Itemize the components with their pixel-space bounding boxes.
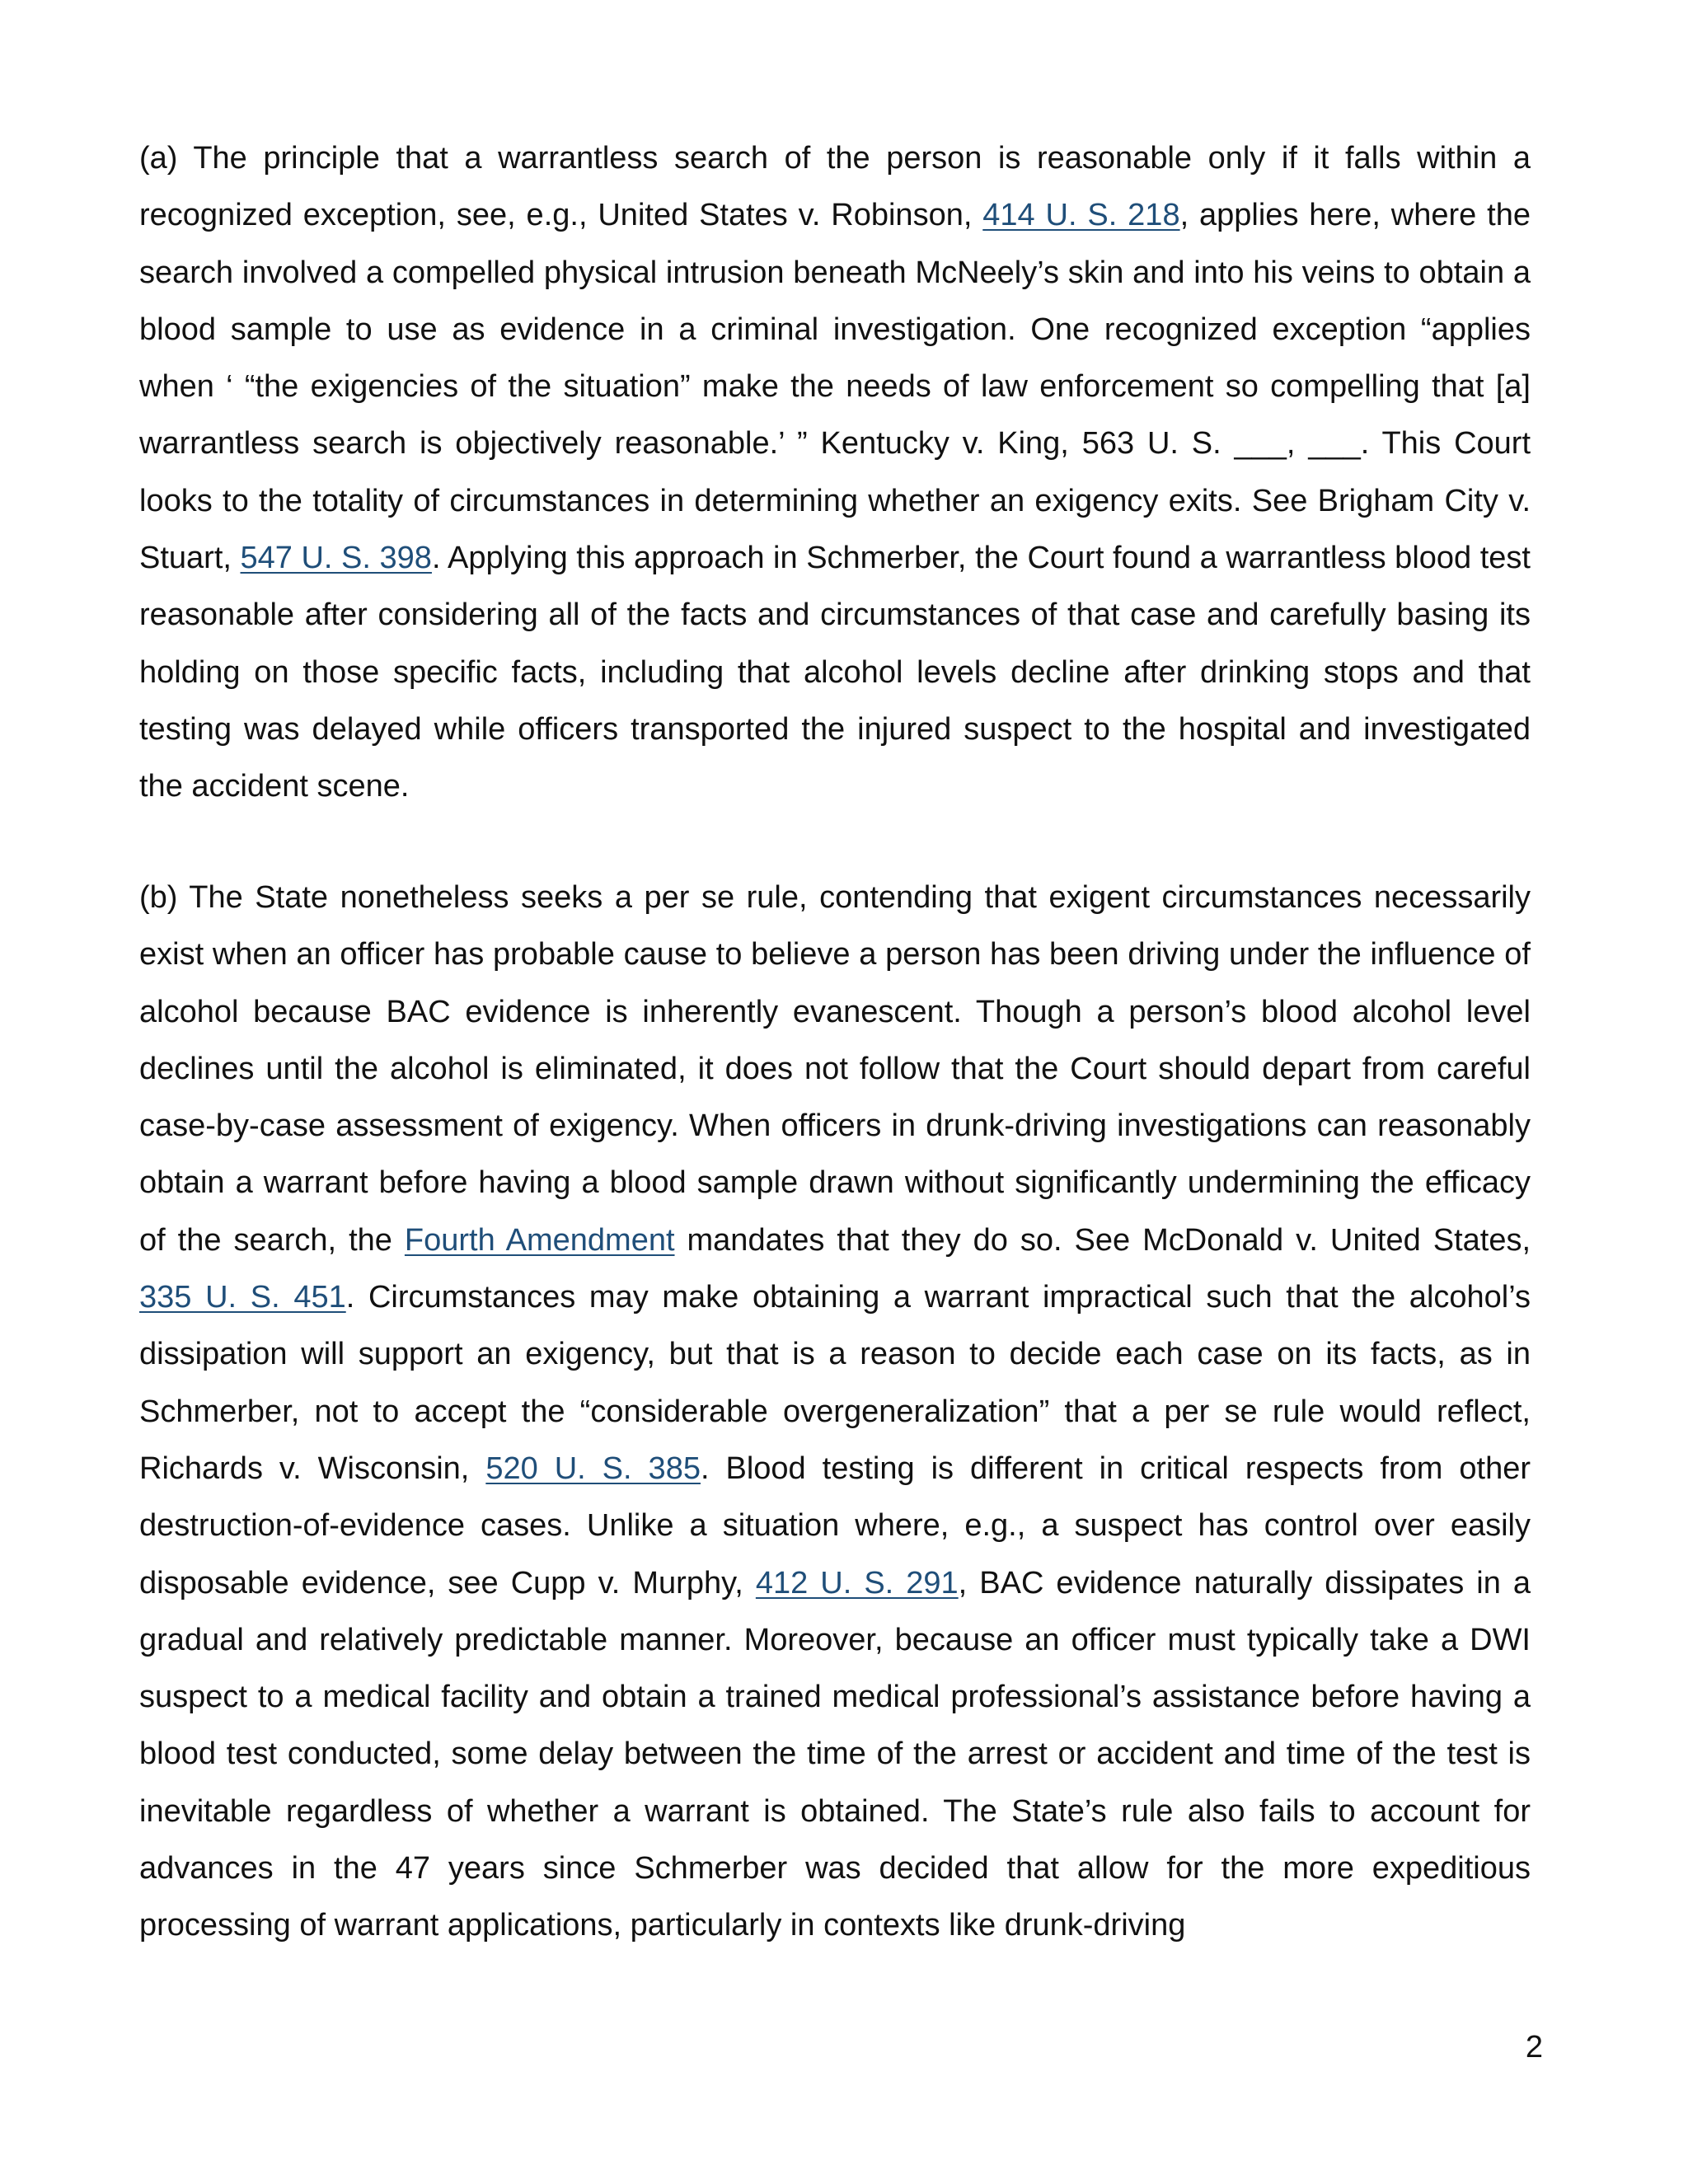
paragraph-b-text-4: . Blood testing is different in critical respects from other destruction-of-evidence cases. Unlike a situation where, e.g., a suspect has control over easily disposable evidence, see Cupp v. Murphy,	[139, 1451, 1531, 1601]
citation-link-547-us-398[interactable]: 547 U. S. 398	[240, 541, 432, 576]
citation-link-414-us-218[interactable]: 414 U. S. 218	[982, 198, 1180, 233]
paragraph-a	[139, 130, 1531, 816]
citation-link-335-us-451[interactable]: 335 U. S. 451	[139, 1280, 346, 1315]
citation-link-520-us-385[interactable]: 520 U. S. 385	[485, 1451, 701, 1486]
citation-link-412-us-291[interactable]: 412 U. S. 291	[755, 1565, 959, 1601]
paragraph-a-text-3: . Applying this approach in Schmerber, the Court found a warrantless blood test reasonable after considering all of the facts and circumstances of that case and carefully basing its holding on those specific facts, including that alcohol levels decline after drinking stops and that testing was delayed while officers transported the injured suspect to the hospital and investigated the accident scene.	[139, 541, 1531, 804]
page-number: 2	[1525, 2030, 1543, 2064]
paragraph-b-text-5: , BAC evidence naturally dissipates in a gradual and relatively predictable manner. Moreover, because an officer must typically take a DWI suspect to a medical facility and obtain a trained medical professional’s assistance before having a blood test conducted, some delay between the time of the arrest or accident and time of the test is inevitable regardless of whether a warrant is obtained. The State’s rule also fails to account for advances in the 47 years since Schmerber was decided that allow for the more expeditious processing of warrant applications, particularly in contexts like drunk-driving	[139, 1565, 1531, 1943]
paragraph-a-text-2: , applies here, where the search involved a compelled physical intrusion beneath McNeely’s skin and into his veins to obtain a blood sample to use as evidence in a criminal investigation. One recognized exception “applies when ‘ “the exigencies of the situation” make the needs of law enforcement so compelling that [a] warrantless search is objectively reasonable.’ ” Kentucky v. King, 563 U. S. ___, ___. This Court looks to the totality of circumstances in determining whether an exigency exits. See Brigham City v. Stuart,	[139, 198, 1531, 576]
paragraph-b-text-2: mandates that they do so. See McDonald v. United States,	[674, 1222, 1531, 1258]
paragraph-a-text-1: (a) The principle that a warrantless search of the person is reasonable only if it falls within a recognized exception, see, e.g., United States v. Robinson,	[139, 141, 1531, 233]
paragraph-b-text-1: (b) The State nonetheless seeks a per se rule, contending that exigent circumstances necessarily exist when an officer has probable cause to believe a person has been driving under the influence of alcohol because BAC evidence is inherently evanescent. Though a person’s blood alcohol level declines until the alcohol is eliminated, it does not follow that the Court should depart from careful case-by-case assessment of exigency. When officers in drunk-driving investigations can reasonably obtain a warrant before having a blood sample drawn without significantly undermining the efficacy of the search, the	[139, 880, 1531, 1258]
fourth-amendment-link[interactable]: Fourth Amendment	[404, 1222, 675, 1258]
paragraph-b-text-3: . Circumstances may make obtaining a warrant impractical such that the alcohol’s dissipation will support an exigency, but that is a reason to decide each case on its facts, as in Schmerber, not to accept the “considerable overgeneralization” that a per se rule would reflect, Richards v. Wisconsin,	[139, 1280, 1531, 1486]
paragraph-b	[139, 869, 1531, 1955]
